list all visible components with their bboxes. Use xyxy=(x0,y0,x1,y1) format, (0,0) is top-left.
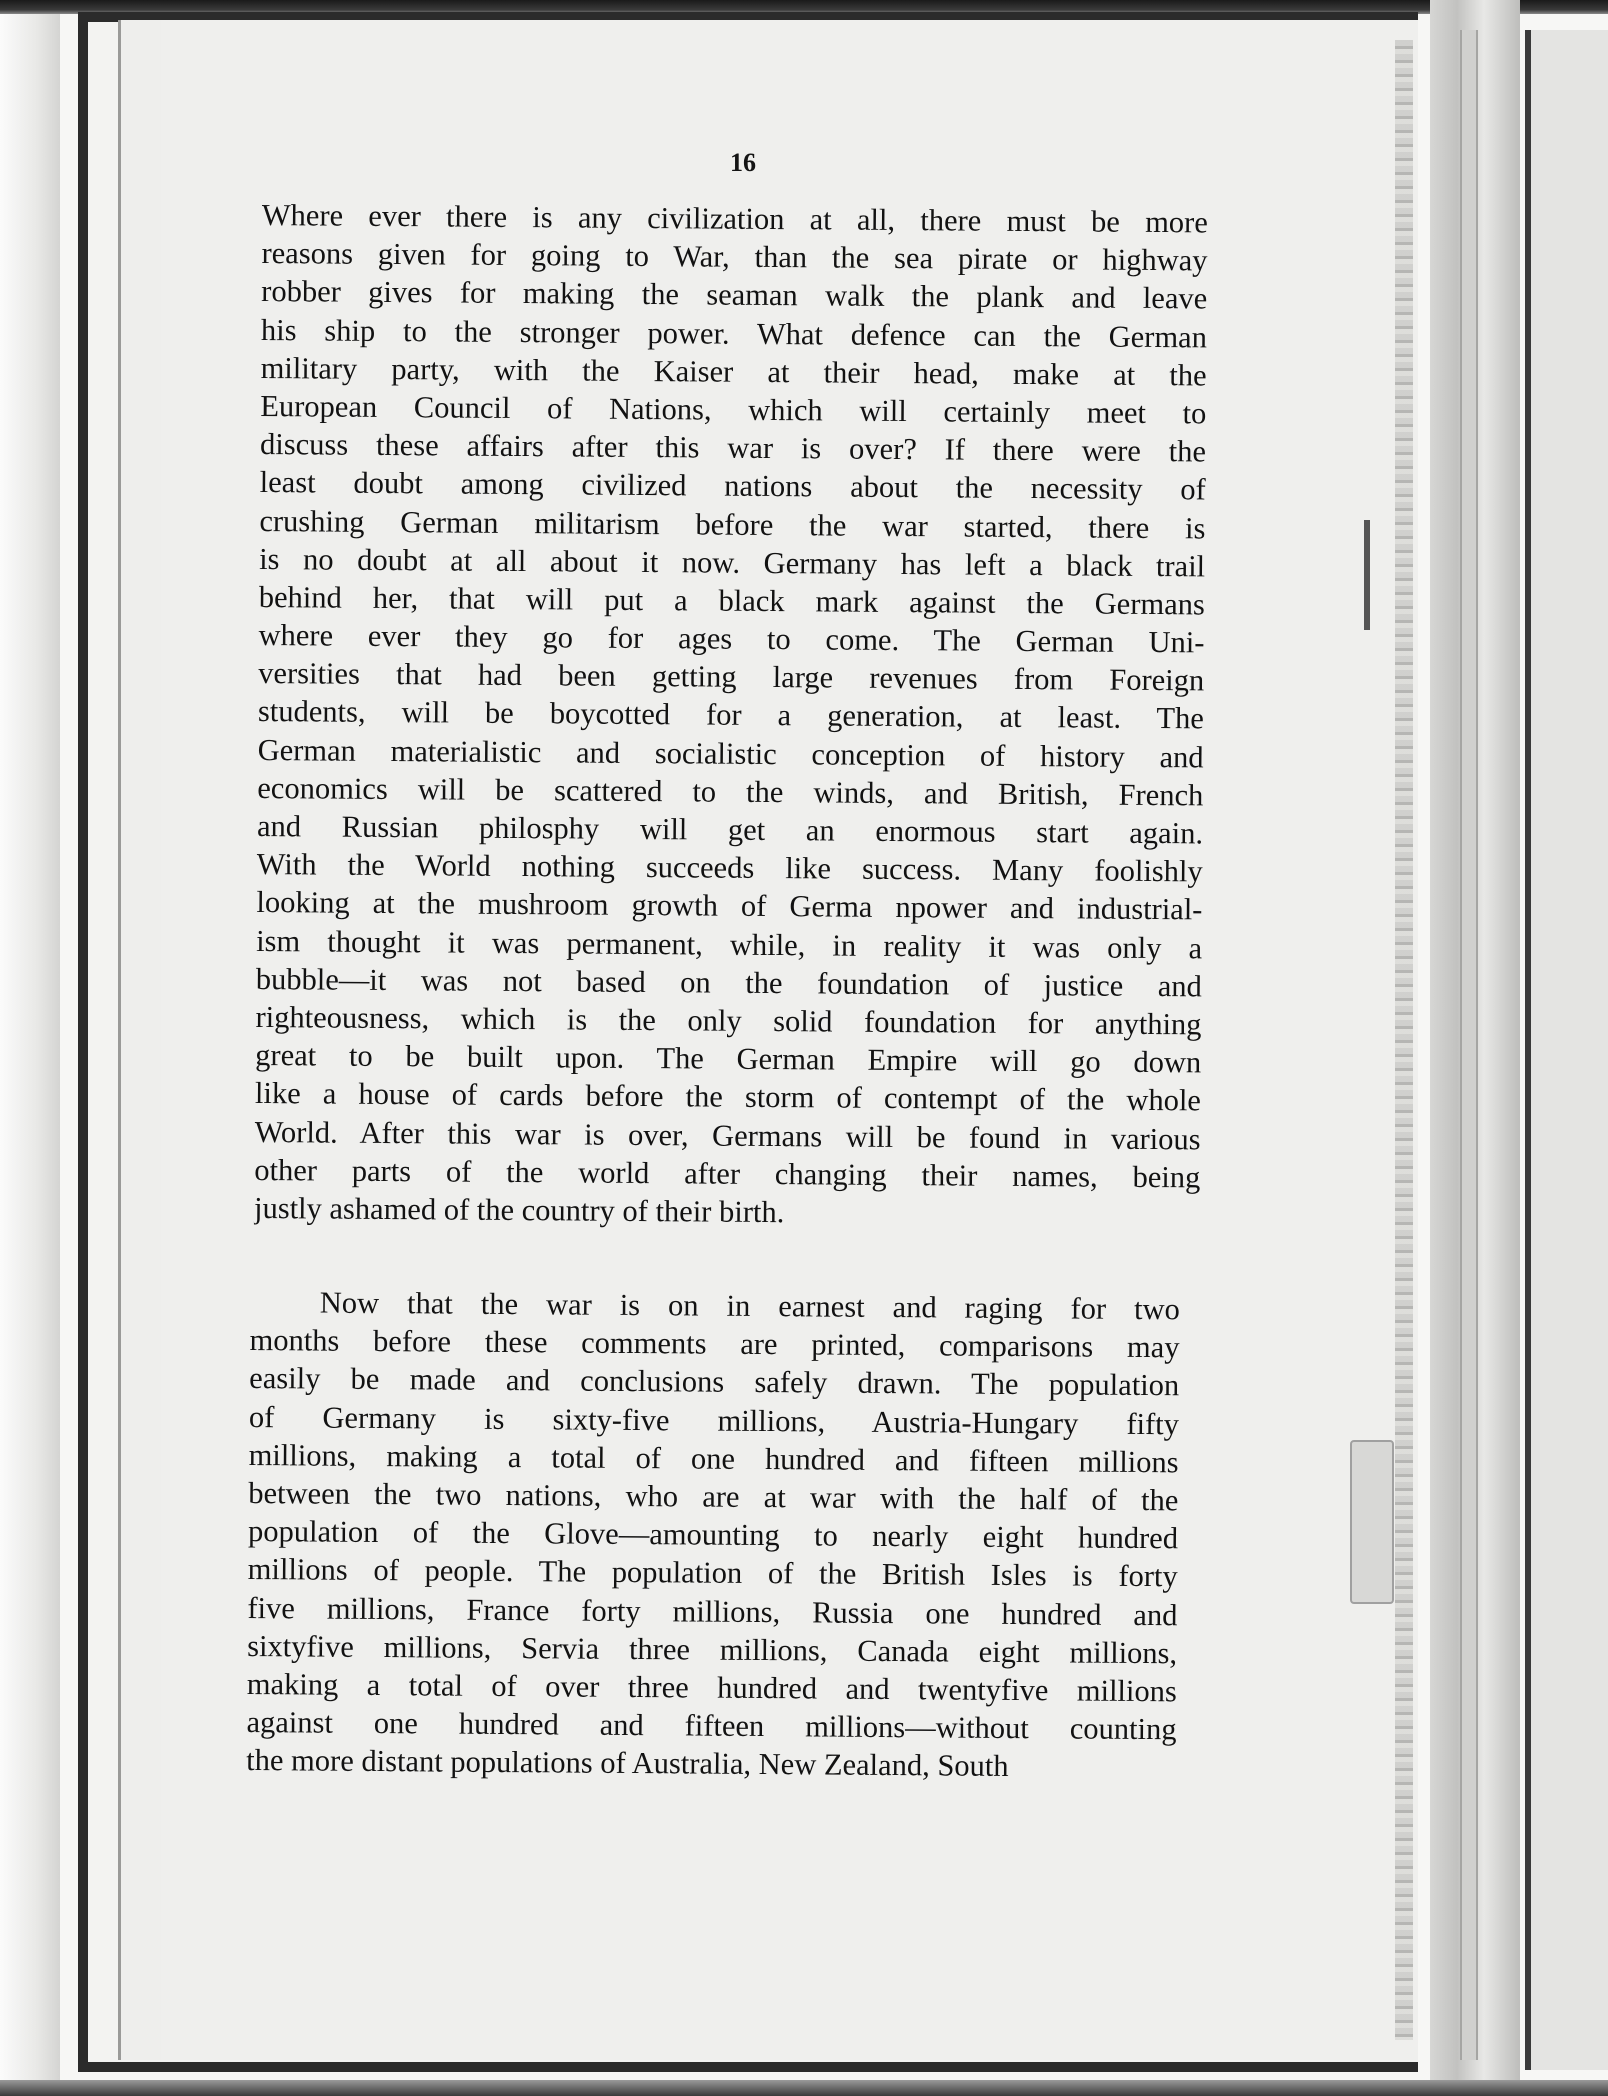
scan-bottom-border xyxy=(0,2080,1608,2096)
text-line: ism thought it was permanent, while, in reality it was only a xyxy=(256,923,1203,965)
text-line: easily be made and conclusions safely drawn. The population xyxy=(249,1361,1180,1403)
text-line: great to be built upon. The German Empire will go down xyxy=(255,1038,1202,1080)
text-line: behind her, that will put a black mark against the Germans xyxy=(258,579,1205,622)
text-line: justly ashamed of the country of their birth. xyxy=(253,1190,785,1230)
paragraph-1 xyxy=(254,196,1208,1234)
page-torn-edge xyxy=(1395,40,1413,2040)
text-line: making a total of over three hundred and twentyfive millions xyxy=(246,1666,1177,1709)
text-line: of Germany is sixty-five millions, Austria-Hungary fifty xyxy=(248,1399,1180,1441)
text-line: millions, making a total of one hundred and fifteen millions xyxy=(248,1437,1179,1480)
text-line: looking at the mushroom growth of Germa npower and industrial- xyxy=(256,885,1203,927)
text-line: World. After this war is over, Germans will be found in various xyxy=(254,1114,1201,1156)
text-line: discuss these affairs after this war is over? If there were the xyxy=(259,427,1207,469)
scan-left-edge xyxy=(0,0,60,2096)
text-line: is no doubt at all about it now. Germany has left a black trail xyxy=(259,541,1206,584)
text-line: robber gives for making the seaman walk the plank and leave xyxy=(261,274,1208,316)
page-number xyxy=(0,148,1500,178)
text-line: German materialistic and socialistic conception of history and xyxy=(257,732,1204,775)
text-line: reasons given for going to War, than the sea pirate or highway xyxy=(261,236,1208,278)
text-line: economics will be scattered to the winds, and British, French xyxy=(257,770,1204,813)
gutter-binding xyxy=(1460,30,1478,2060)
text-line: European Council of Nations, which will certainly meet to xyxy=(260,388,1207,431)
paragraph-2 xyxy=(246,1283,1180,1787)
binding-mark xyxy=(1364,520,1370,630)
text-line: bubble—it was not based on the foundation of justice and xyxy=(255,961,1202,1004)
text-line: and Russian philosphy will get an enormous start again. xyxy=(256,808,1204,851)
text-line: like a house of cards before the storm of contempt of the whole xyxy=(254,1076,1202,1118)
text-line: Where ever there is any civilization at all, there must be more xyxy=(261,197,1208,240)
text-line: versities that had been getting large revenues from Foreign xyxy=(258,656,1205,698)
page-number-text: 16 xyxy=(730,148,756,177)
text-line: righteousness, which is the only solid foundation for anything xyxy=(255,999,1202,1042)
text-line: his ship to the stronger power. What defence can the German xyxy=(260,312,1208,354)
text-line: months before these comments are printed, comparisons may xyxy=(249,1323,1180,1365)
text-line: population of the Glove—amounting to nearly eight hundred xyxy=(247,1514,1179,1556)
text-line: crushing German militarism before the war started, there is xyxy=(259,503,1206,545)
text-line: least doubt among civilized nations about the necessity of xyxy=(259,465,1206,507)
text-line: other parts of the world after changing their names, being xyxy=(254,1152,1201,1195)
facing-page-sliver xyxy=(1525,30,1608,2070)
text-line: against one hundred and fifteen millions—without counting xyxy=(246,1705,1177,1747)
text-line: between the two nations, who are at war with the half of the xyxy=(248,1475,1179,1518)
text-line: five millions, France forty millions, Russia one hundred and xyxy=(247,1590,1178,1632)
text-line: where ever they go for ages to come. The German Uni- xyxy=(258,618,1205,660)
text-line: Now that the war is on in earnest and raging for two xyxy=(319,1285,1180,1327)
text-line: sixtyfive millions, Servia three millions, Canada eight millions, xyxy=(247,1628,1178,1670)
text-line: military party, with the Kaiser at their head, make at the xyxy=(260,350,1207,393)
text-line: With the World nothing succeeds like success. Many foolishly xyxy=(256,847,1203,889)
text-line: millions of people. The population of the British Isles is forty xyxy=(247,1552,1178,1594)
text-line: students, will be boycotted for a generation, at least. The xyxy=(257,694,1205,736)
paper-tear xyxy=(1350,1440,1394,1604)
text-line: the more distant populations of Australia, New Zealand, South xyxy=(246,1743,1009,1784)
